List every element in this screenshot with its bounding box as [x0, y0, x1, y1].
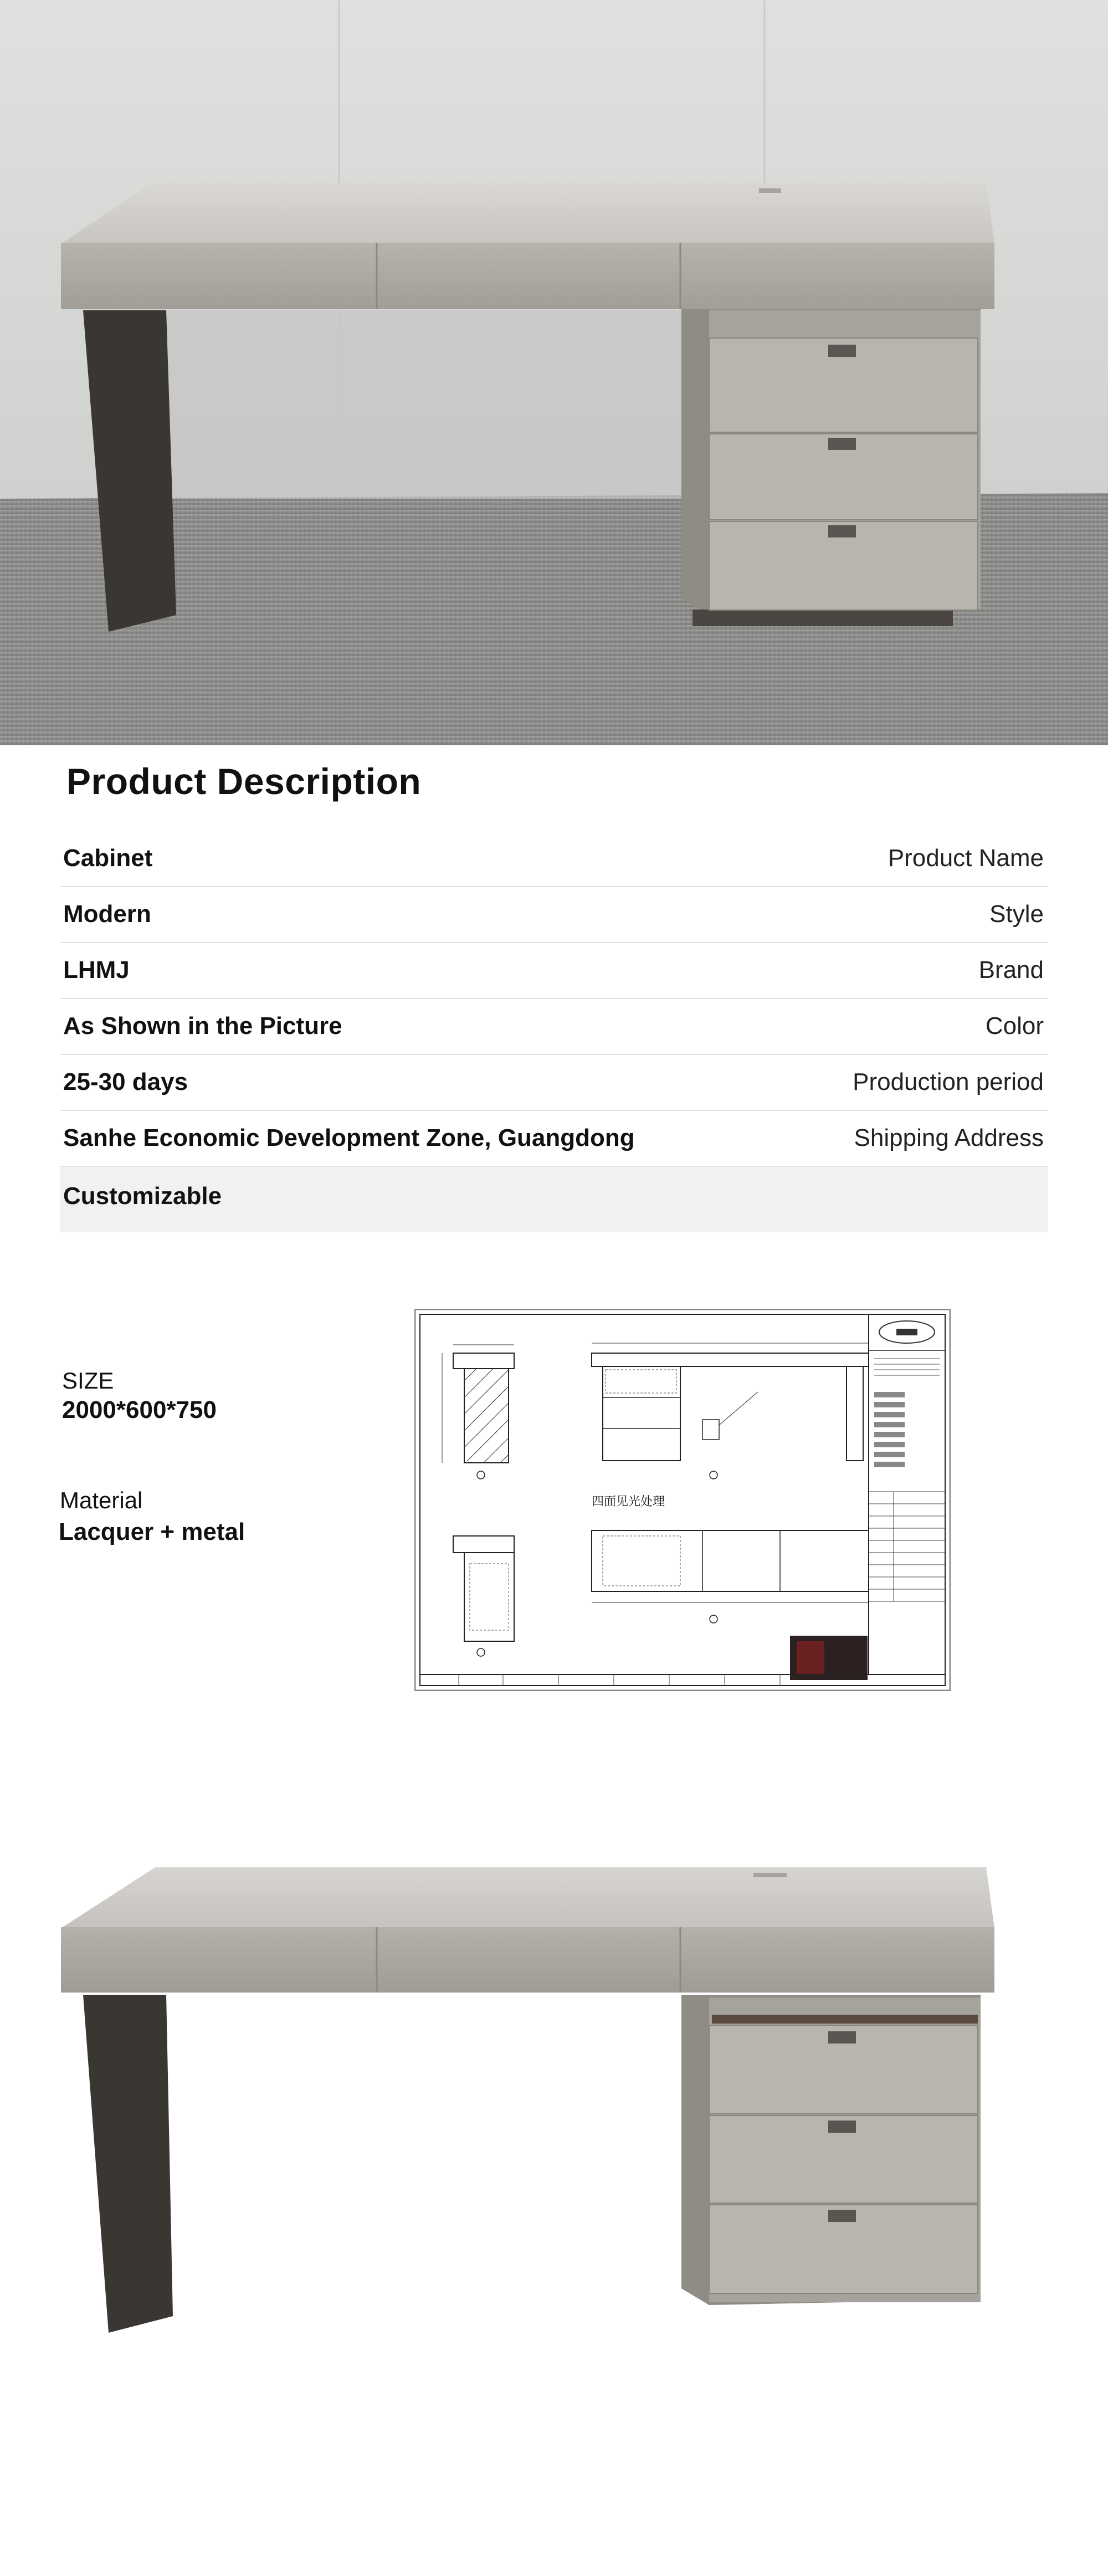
desk-photo-icon: [0, 0, 1108, 745]
size-label: SIZE: [62, 1368, 114, 1394]
spec-row-product-name: [60, 831, 1048, 887]
technical-drawing: [414, 1309, 951, 1691]
spec-label: Shipping Address: [854, 1124, 1044, 1151]
spec-label: Product Name: [888, 844, 1044, 872]
section-title: Product Description: [66, 761, 422, 802]
spec-value: Modern: [63, 900, 151, 928]
spec-value: As Shown in the Picture: [63, 1012, 342, 1039]
size-value: 2000*600*750: [62, 1396, 217, 1423]
spec-value: Customizable: [63, 1182, 222, 1210]
spec-label: Style: [989, 900, 1044, 928]
spec-row-customizable: [60, 1167, 1048, 1232]
spec-value: LHMJ: [63, 956, 130, 984]
spec-row-color: [60, 999, 1048, 1055]
spec-row-production-period: [60, 1055, 1048, 1111]
spec-label: Brand: [978, 956, 1044, 984]
drawing-caption: 四面见光处理: [592, 1495, 665, 1509]
material-label: Material: [60, 1487, 143, 1513]
desk-photo-icon: [0, 1845, 1108, 2355]
material-value: Lacquer + metal: [59, 1518, 245, 1545]
spec-label: Production period: [853, 1068, 1044, 1095]
spec-value: Cabinet: [63, 844, 153, 872]
spec-table: [60, 831, 1048, 1232]
spec-label: Color: [985, 1012, 1044, 1039]
technical-drawing-icon: [414, 1309, 951, 1691]
spec-value: 25-30 days: [63, 1068, 188, 1095]
product-photo-white-bg: [0, 1845, 1108, 2355]
spec-value: Sanhe Economic Development Zone, Guangdong: [63, 1124, 635, 1151]
spec-row-shipping-address: [60, 1111, 1048, 1167]
hero-product-photo: [0, 0, 1108, 745]
spec-row-brand: [60, 943, 1048, 999]
spec-row-style: [60, 887, 1048, 943]
